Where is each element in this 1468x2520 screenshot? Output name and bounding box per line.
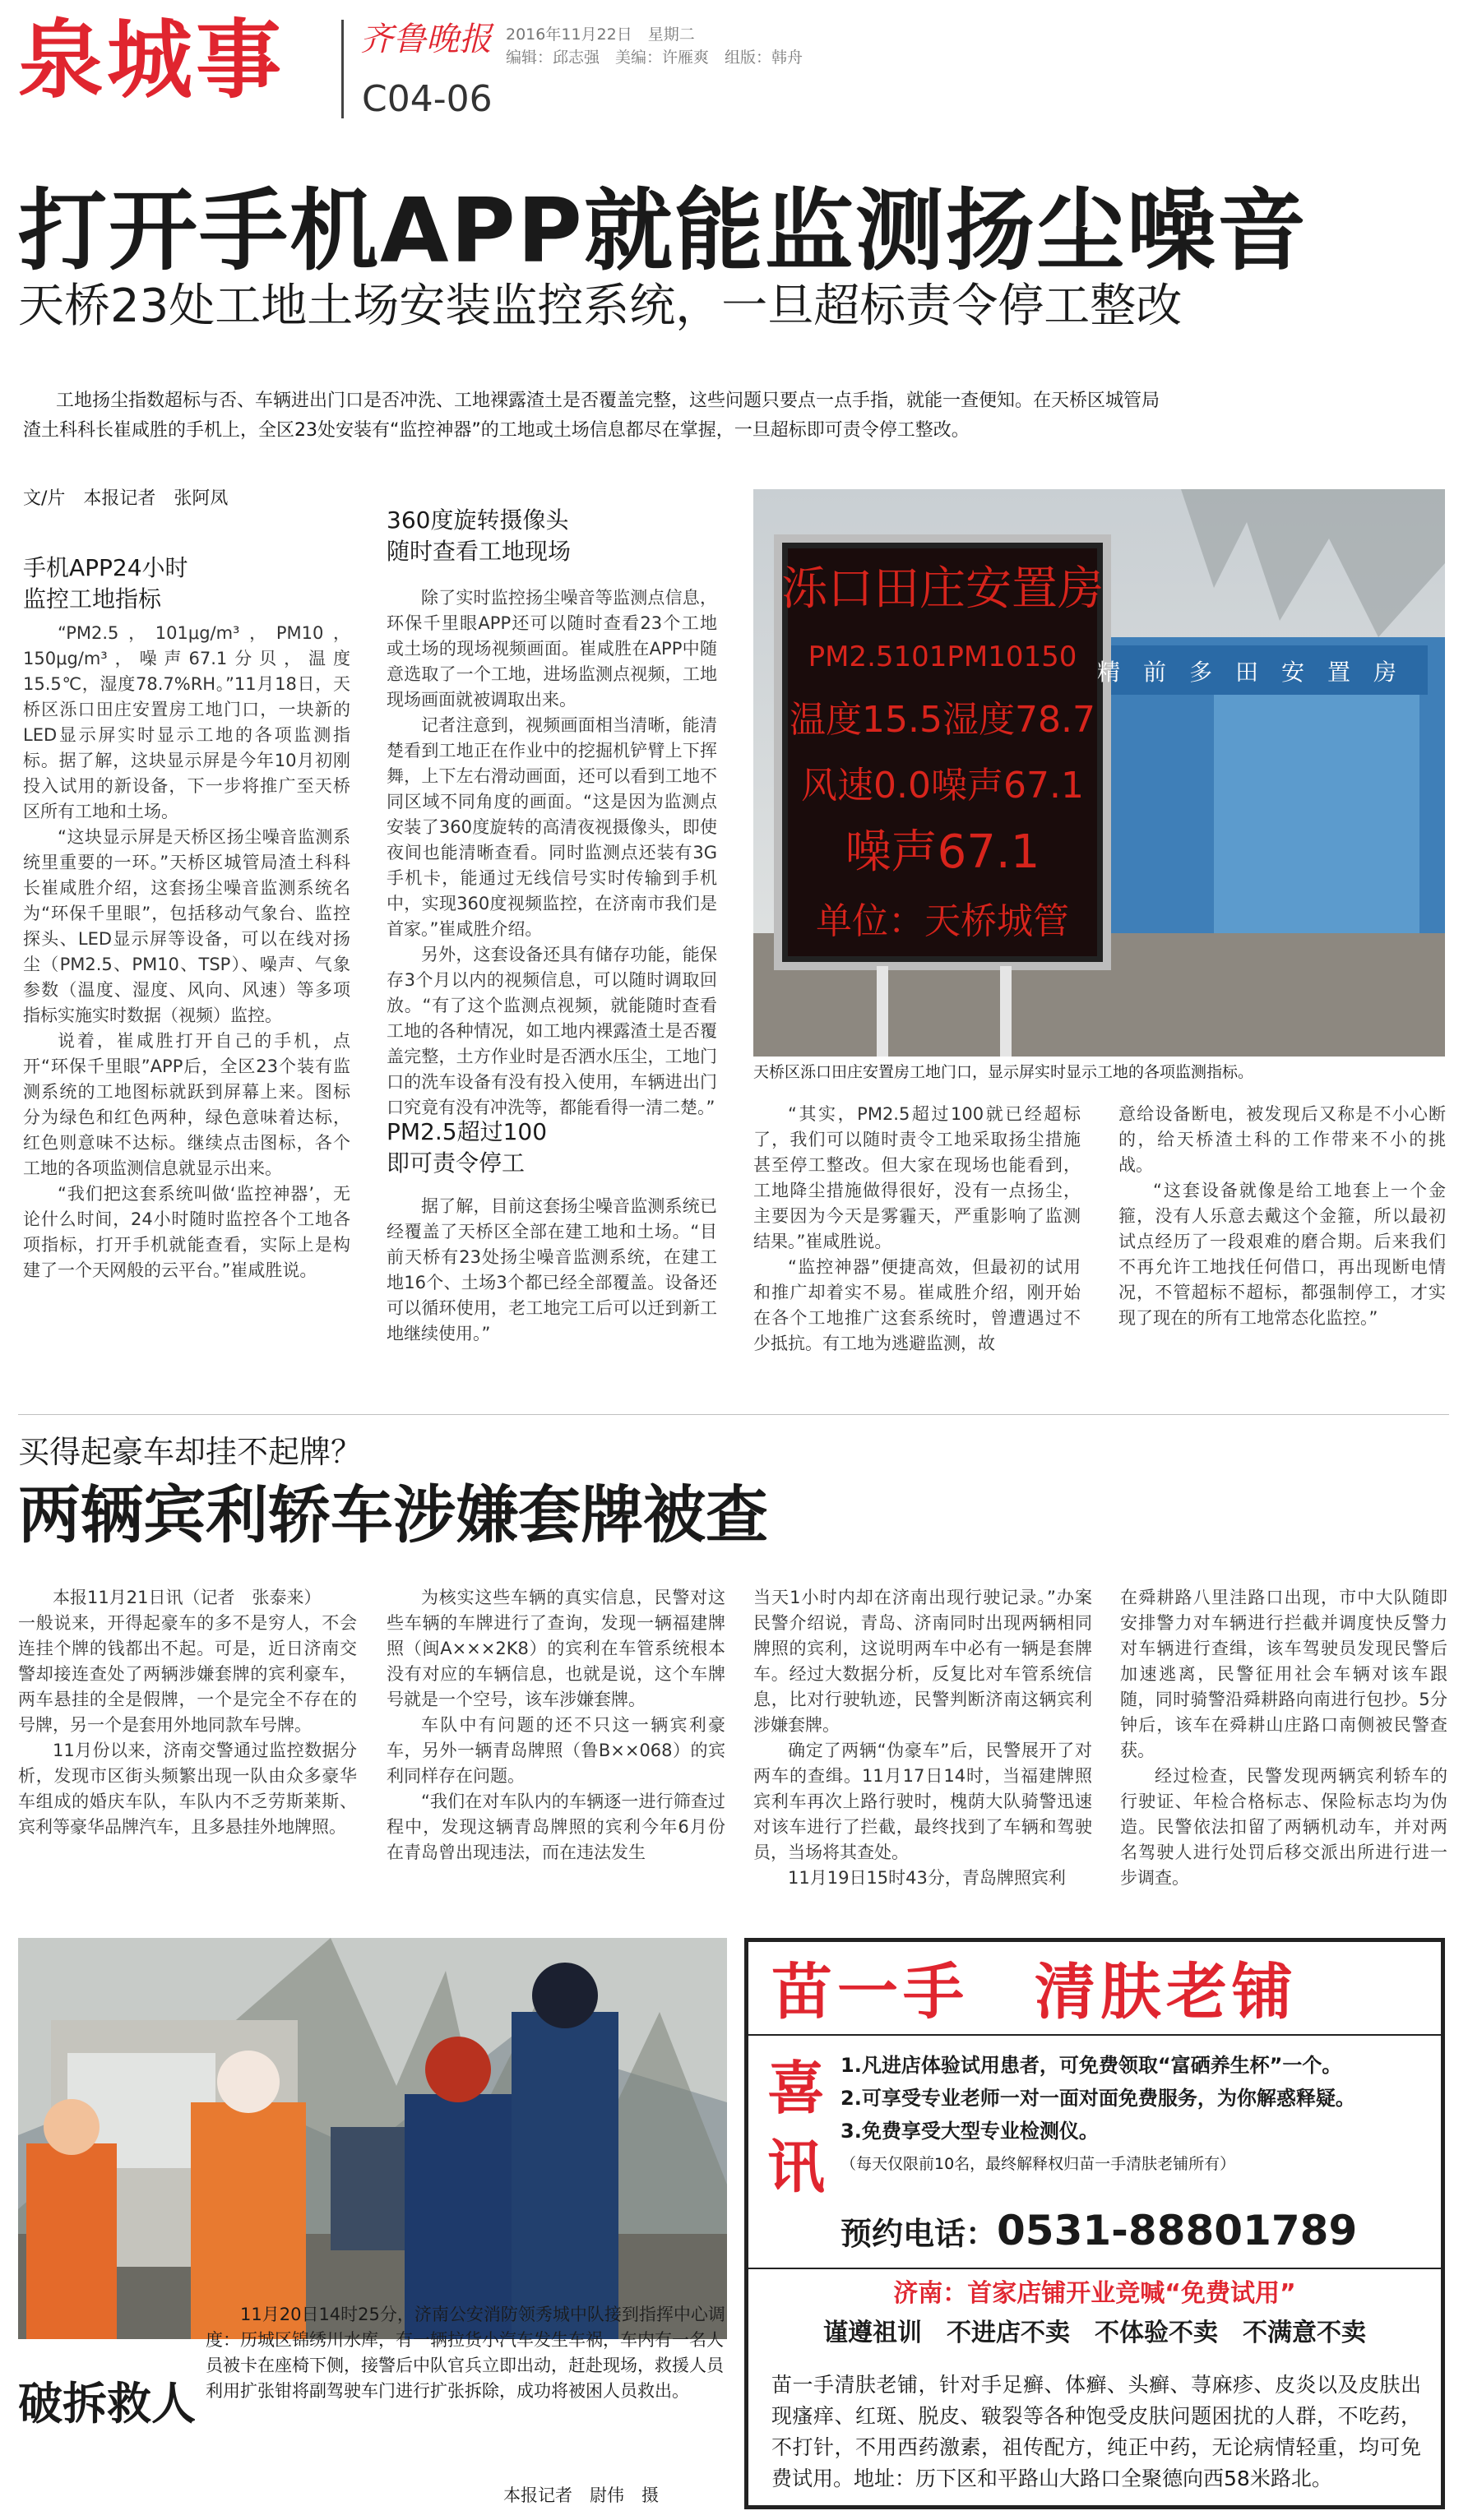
section-separator bbox=[18, 1414, 1449, 1415]
section-masthead-title: 泉城事 bbox=[18, 10, 285, 110]
ad-offer-list bbox=[841, 2049, 1355, 2180]
story1-s1-para: “PM2.5，101μg/m³，PM10，150μg/m³，噪声67.1分贝，温度15.5℃，湿度78.7%RH。”11月18日，天桥区泺口田庄安置房工地门口，一块新的LED显示屏实时显示工地的各项监测指标。据了解，这块显示屏是今年10月初刚投入试用的新设备，下一步将推广至天桥区所有工地和土场。 bbox=[23, 623, 350, 821]
rescue-photo bbox=[18, 1938, 727, 2339]
story1-lead bbox=[23, 386, 1174, 446]
story2-col3 bbox=[753, 1585, 1092, 1891]
story1-s4-para: 意给设备断电，被发现后又称是不小心断的，给天桥渣土科的工作带来不小的挑战。 bbox=[1118, 1104, 1446, 1175]
story2-kicker: 买得起豪车却挂不起牌？ bbox=[18, 1434, 363, 1470]
construction-site-photo bbox=[753, 489, 1445, 1057]
paper-name-logo: 齐鲁晚报 bbox=[360, 21, 492, 58]
story2-byline: 本报11月21日讯（记者 张泰来） bbox=[53, 1588, 322, 1607]
ad-branch: 济南：首家店铺开业竞喊“免费试用” bbox=[893, 2279, 1296, 2308]
story1-section2-title: 360度旋转摄像头 随时查看工地现场 bbox=[387, 506, 572, 565]
ad-title: 苗一手 清肤老铺 bbox=[771, 1957, 1298, 2028]
ad-xixun-label bbox=[763, 2049, 829, 2207]
story2-para: 当天1小时内却在济南出现行驶记录。”办案民警介绍说，青岛、济南同时出现两辆相同牌照的宾利，这说明两车中必有一辆是套牌车。经过大数据分析，反复比对车管系统信息，比对行驶轨迹，民警判断济南这辆宾利涉嫌套牌。 bbox=[753, 1588, 1092, 1735]
story1-s4-para: “监控神器”便捷高效，但最初的试用和推广却着实不易。崔咸胜介绍，刚开始在各个工地推广这套系统时，曾遭遇过不少抵抗。有工地为逃避监测，故 bbox=[753, 1257, 1081, 1353]
led-line: PM2.5101PM10150 bbox=[808, 640, 1077, 673]
ad-offer-item: 1.凡进店体验试用患者，可免费领取“富硒养生杯”一个。 bbox=[841, 2054, 1342, 2077]
story2-headline: 两辆宾利轿车涉嫌套牌被查 bbox=[18, 1478, 768, 1551]
page-number: C04-06 bbox=[362, 78, 493, 120]
story1-s2-para: 记者注意到，视频画面相当清晰，能清楚看到工地正在作业中的挖掘机铲臂上下挥舞，上下左右滑动画面，还可以看到工地不同区域不同角度的画面。“这是因为监测点安装了360度旋转的高清夜视摄像头，即使夜间也能清晰查看。同时监测点还装有3G手机卡，能通过无线信号实时传输到手机中，实现360度视频监控，在济南市我们是首家。”崔咸胜介绍。 bbox=[387, 715, 717, 939]
story1-s1-para: “我们把这套系统叫做‘监控神器’，无论什么时间，24小时随时监控各个工地各项指标，打开手机就能查看，实际上是构建了一个天网般的云平台。”崔咸胜说。 bbox=[23, 1184, 350, 1280]
story2-col2 bbox=[387, 1585, 725, 1866]
ad-xi-char: 讯 bbox=[767, 2134, 825, 2201]
led-line: 噪声67.1 bbox=[845, 825, 1040, 879]
ad-divider bbox=[748, 2034, 1441, 2036]
masthead-date: 2016年11月22日 星期二 bbox=[506, 25, 695, 44]
ad-phone-number: 0531-88801789 bbox=[997, 2207, 1358, 2254]
story2-para: 11月19日15时43分，青岛牌照宾利 bbox=[788, 1868, 1066, 1888]
story1-s2-para: 除了实时监控扬尘噪音等监测点信息，环保千里眼APP还可以随时查看23个工地或土场的现场视频画面。崔咸胜在APP中随意选取了一个工地，进场监测点视频，工地现场画面就被调取出来。 bbox=[387, 588, 717, 710]
story2-para: 11月份以来，济南交警通过监控数据分析，发现市区街头频繁出现一队由众多豪华车组成的婚庆车队，车队内不乏劳斯莱斯、宾利等豪华品牌汽车，且多悬挂外地牌照。 bbox=[18, 1741, 357, 1837]
led-line: 温度15.5湿度78.7 bbox=[790, 699, 1095, 741]
story1-photo-caption: 天桥区泺口田庄安置房工地门口，显示屏实时显示工地的各项监测指标。 bbox=[753, 1063, 1254, 1081]
story1-byline: 文/片 本报记者 张阿凤 bbox=[23, 488, 229, 509]
story1-headline: 打开手机APP就能监测扬尘噪音 bbox=[18, 180, 1308, 283]
ad-offer-item: 3.免费享受大型专业检测仪。 bbox=[841, 2120, 1099, 2143]
ad-offer-item: 2.可享受专业老师一对一面对面免费服务，为你解惑释疑。 bbox=[841, 2087, 1355, 2110]
story1-s3-para: 据了解，目前这套扬尘噪音监测系统已经覆盖了天桥区全部在建工地和土场。“目前天桥有23处扬尘噪音监测系统，在建工地16个、土场3个都已经全部覆盖。设备还可以循环使用，老工地完工后可以迁到新工地继续使用。” bbox=[387, 1196, 717, 1343]
ad-divider bbox=[748, 2268, 1441, 2269]
ad-offer-note: （每天仅限前10名，最终解释权归苗一手清肤老铺所有） bbox=[841, 2155, 1236, 2173]
story2-para: 一般说来，开得起豪车的多不是穷人，不会连挂个牌的钱都出不起。可是，近日济南交警却接连查处了两辆涉嫌套牌的宾利豪车，两车悬挂的全是假牌，一个是完全不存在的号牌，另一个是套用外地同款车号牌。 bbox=[18, 1613, 357, 1735]
story3-caption-block bbox=[206, 2302, 732, 2404]
story3-photo-credit: 本报记者 尉伟 摄 bbox=[503, 2485, 659, 2505]
advertisement bbox=[744, 1938, 1445, 2509]
board-text: 精 前 多 田 安 置 房 bbox=[1096, 659, 1397, 686]
story1-section1-title: 手机APP24小时 监控工地指标 bbox=[23, 554, 188, 613]
story1-col4 bbox=[1118, 1102, 1446, 1331]
rescue-illustration bbox=[18, 1938, 727, 2339]
story3-caption: 11月20日14时25分，济南公安消防领秀城中队接到指挥中心调度：历城区锦绣川水库，有一辆拉货小汽车发生车祸，车内有一名人员被卡在座椅下侧，接警后中队官兵立即出动，赶赴现场，救援人员利用扩张钳将副驾驶车门进行扩张拆除，成功将被困人员救出。 bbox=[206, 2305, 725, 2401]
story1-col2-bottom bbox=[387, 1194, 717, 1347]
story2-para: 经过检查，民警发现两辆宾利轿车的行驶证、年检合格标志、保险标志均为伪造。民警依法扣留了两辆机动车，并对两名驾驶人进行处罚后移交派出所进行进一步调查。 bbox=[1120, 1766, 1447, 1888]
ad-xi-char: 喜 bbox=[767, 2055, 825, 2122]
ad-description: 苗一手清肤老铺，针对手足癣、体癣、头癣、荨麻疹、皮炎以及皮肤出现瘙痒、红斑、脱皮、皲裂等各种饱受皮肤问题困扰的人群，不吃药，不打针，不用西药激素，祖传配方，纯正中药，无论病情轻重，均可免费试用。地址：历下区和平路山大路口全聚德向西58米路北。 bbox=[771, 2373, 1421, 2490]
story2-para: 车队中有问题的还不只这一辆宾利豪车，另外一辆青岛牌照（鲁B××068）的宾利同样存在问题。 bbox=[387, 1715, 725, 1786]
story1-s4-para: “其实，PM2.5超过100就已经超标了，我们可以随时责令工地采取扬尘措施甚至停工整改。但大家在现场也能看到，工地降尘措施做得很好，没有一点扬尘，主要因为今天是雾霾天，严重影响了监测结果。”崔咸胜说。 bbox=[753, 1104, 1081, 1251]
story1-s4-para: “这套设备就像是给工地套上一个金箍，没有人乐意去戴这个金箍，所以最初试点经历了一段艰难的磨合期。后来我们不再允许工地找任何借口，再出现断电情况，不管超标不超标，都强制停工，才实现了现在的所有工地常态化监控。” bbox=[1118, 1181, 1446, 1328]
story1-col1 bbox=[23, 621, 350, 1283]
story2-para: 为核实这些车辆的真实信息，民警对这些车辆的车牌进行了查询，发现一辆福建牌照（闽A×××2K8）的宾利在车管系统根本没有对应的车辆信息，也就是说，这个车牌号就是一个空号，该车涉嫌套牌。 bbox=[387, 1588, 725, 1709]
led-line: 泺口田庄安置房 bbox=[781, 562, 1104, 616]
story1-subhead: 天桥23处工地土场安装监控系统，一旦超标责令停工整改 bbox=[18, 280, 1183, 333]
story2-para: “我们在对车队内的车辆逐一进行筛查过程中，发现这辆青岛牌照的宾利今年6月份在青岛曾出现违法，而在违法发生 bbox=[387, 1792, 725, 1862]
story1-col2 bbox=[387, 585, 717, 1121]
ad-phone-label: 预约电话： bbox=[841, 2216, 998, 2252]
story1-s2-para: 另外，这套设备还具有储存功能，能保存3个月以内的视频信息，可以随时调取回放。“有了这个监测点视频，就能随时查看工地的各种情况，如工地内裸露渣土是否覆盖完整，土方作业时是否洒水压尘，工地门口的洗车设备有没有投入使用，车辆进出门口究竟有没有冲洗等，都能看得一清二楚。” bbox=[387, 945, 717, 1117]
story1-s1-para: 说着，崔咸胜打开自己的手机，点开“环保千里眼”APP后，全区23个装有监测系统的工地图标就跃到屏幕上来。图标分为绿色和红色两种，绿色意味着达标，红色则意味不达标。继续点击图标，各个工地的各项监测信息就显示出来。 bbox=[23, 1031, 350, 1178]
story2-para: 确定了两辆“伪豪车”后，民警展开了对两车的查缉。11月17日14时，当福建牌照宾利车再次上路行驶时，槐荫大队骑警迅速对该车进行了拦截，最终找到了车辆和驾驶员，当场将其查处。 bbox=[753, 1741, 1092, 1862]
led-line: 风速0.0噪声67.1 bbox=[801, 765, 1084, 807]
masthead-editors: 编辑：邱志强 美编：许雁爽 组版：韩舟 bbox=[506, 49, 803, 67]
story3-title: 破拆救人 bbox=[18, 2378, 196, 2430]
ad-phone-block bbox=[841, 2203, 1357, 2261]
story2-col1 bbox=[18, 1585, 357, 1840]
story1-lead-text: 工地扬尘指数超标与否、车辆进出门口是否冲洗、工地裸露渣土是否覆盖完整，这些问题只要点一点手指，就能一查便知。在天桥区城管局渣土科科长崔咸胜的手机上，全区23处安装有“监控神器”的工地或土场信息都尽在掌握，一旦超标即可责令停工整改。 bbox=[23, 391, 1160, 441]
story1-col3 bbox=[753, 1102, 1081, 1357]
story2-col4 bbox=[1120, 1585, 1447, 1891]
masthead-divider bbox=[341, 20, 344, 118]
led-line: 单位：天桥城管 bbox=[816, 900, 1069, 942]
ad-motto: 谨遵祖训 不进店不卖 不体验不卖 不满意不卖 bbox=[823, 2319, 1366, 2347]
story1-section3-title: PM2.5超过100 即可责令停工 bbox=[387, 1118, 548, 1177]
photo-illustration bbox=[753, 489, 1445, 1057]
story2-para: 在舜耕路八里洼路口出现，市中大队随即安排警力对车辆进行拦截并调度快反警力对车辆进行查缉，该车驾驶员发现民警后加速逃离，民警征用社会车辆对该车跟随，同时骑警沿舜耕路向南进行包抄。5分钟后，该车在舜耕山庄路口南侧被民警查获。 bbox=[1120, 1588, 1447, 1760]
story1-s1-para: “这块显示屏是天桥区扬尘噪音监测系统里重要的一环。”天桥区城管局渣土科科长崔咸胜介绍，这套扬尘噪音监测系统名为“环保千里眼”，包括移动气象台、监控探头、LED显示屏等设备，可以在线对扬尘（PM2.5、PM10、TSP）、噪声、气象参数（温度、湿度、风向、风速）等多项指标实施实时数据（视频）监控。 bbox=[23, 827, 350, 1025]
